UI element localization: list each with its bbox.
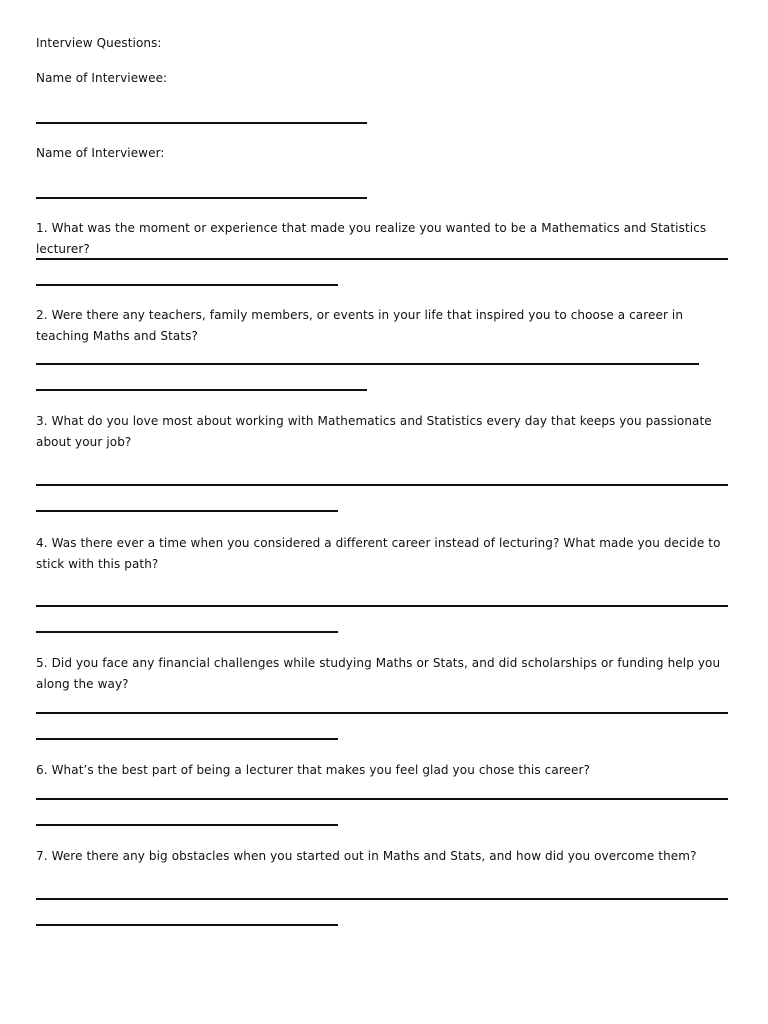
question-3: 3. What do you love most about working with Mathematics and Statistics every day that keeps you passionate about your job?	[36, 414, 712, 449]
answer-6-line-2[interactable]	[36, 824, 338, 826]
answer-1-line-1[interactable]	[36, 258, 728, 260]
answer-1-line-2[interactable]	[36, 284, 338, 286]
interviewer-label: Name of Interviewer:	[36, 146, 165, 160]
answer-3-line-1[interactable]	[36, 484, 728, 486]
question-5: 5. Did you face any financial challenges while studying Maths or Stats, and did scholarships or funding help you along the way?	[36, 656, 721, 691]
answer-2-line-2[interactable]	[36, 389, 367, 391]
question-1: 1. What was the moment or experience that made you realize you wanted to be a Mathematics and Statistics lecturer?	[36, 221, 707, 256]
answer-4-line-1[interactable]	[36, 605, 728, 607]
interviewee-answer-line[interactable]	[36, 122, 367, 124]
interviewee-label: Name of Interviewee:	[36, 71, 168, 85]
answer-5-line-1[interactable]	[36, 712, 728, 714]
answer-5-line-2[interactable]	[36, 738, 338, 740]
question-6: 6. What’s the best part of being a lecturer that makes you feel glad you chose this career?	[36, 763, 591, 777]
answer-3-line-2[interactable]	[36, 510, 338, 512]
answer-6-line-1[interactable]	[36, 798, 728, 800]
answer-2-line-1[interactable]	[36, 363, 699, 365]
question-7: 7. Were there any big obstacles when you started out in Maths and Stats, and how did you overcome them?	[36, 849, 697, 863]
answer-7-line-1[interactable]	[36, 898, 728, 900]
answer-7-line-2[interactable]	[36, 924, 338, 926]
question-4: 4. Was there ever a time when you considered a different career instead of lecturing? What made you decide to stick with this path?	[36, 536, 721, 571]
question-2: 2. Were there any teachers, family members, or events in your life that inspired you to choose a career in teaching Maths and Stats?	[36, 308, 684, 343]
answer-4-line-2[interactable]	[36, 631, 338, 633]
form-heading: Interview Questions:	[36, 36, 162, 50]
interviewer-answer-line[interactable]	[36, 197, 367, 199]
